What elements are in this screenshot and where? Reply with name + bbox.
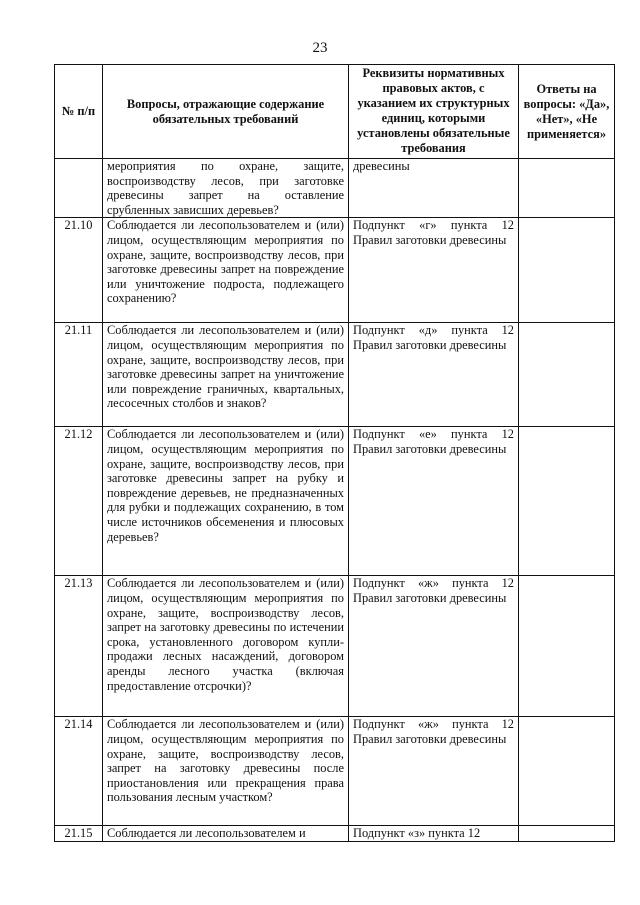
- table-row: [55, 323, 615, 427]
- row-basis: Подпункт «д» пункта 12 Правил заготовки древесины: [349, 323, 519, 427]
- row-number: 21.11: [55, 323, 103, 427]
- row-question: Соблюдается ли лесопользователем и (или) лицом, осуществляющим мероприятия по охране, защите, воспроизводству лесов, при заготовке древесины запрет на уничтожение или повреждение граничных, квартальных, лесосечных столбов и знаков?: [103, 323, 349, 427]
- header-question: Вопросы, отражающие содержание обязательных требований: [103, 65, 349, 159]
- row-basis: Подпункт «ж» пункта 12 Правил заготовки древесины: [349, 576, 519, 717]
- row-number: 21.14: [55, 717, 103, 826]
- row-number: 21.15: [55, 826, 103, 842]
- row-number: [55, 159, 103, 218]
- row-answer: [519, 576, 615, 717]
- row-basis: Подпункт «ж» пункта 12 Правил заготовки древесины: [349, 717, 519, 826]
- requirements-table: [54, 64, 615, 842]
- row-number: 21.13: [55, 576, 103, 717]
- table-header: [55, 65, 615, 159]
- row-question: Соблюдается ли лесопользователем и (или) лицом, осуществляющим мероприятия по охране, защите, воспроизводству лесов, при заготовке древесины запрет на повреждение или уничтожение подроста, подлежащего сохранению?: [103, 218, 349, 323]
- header-num: № п/п: [55, 65, 103, 159]
- table-row: [55, 427, 615, 576]
- row-answer: [519, 427, 615, 576]
- row-basis: Подпункт «з» пункта 12: [349, 826, 519, 842]
- row-answer: [519, 218, 615, 323]
- row-number: 21.10: [55, 218, 103, 323]
- row-answer: [519, 826, 615, 842]
- header-answer: Ответы на вопросы: «Да», «Нет», «Не применяется»: [519, 65, 615, 159]
- table-row: [55, 826, 615, 842]
- row-question: Соблюдается ли лесопользователем и (или) лицом, осуществляющим мероприятия по охране, защите, воспроизводству лесов, запрет на заготовку древесины по истечении срока, установленного договором купли-продажи лесных насаждений, договором аренды лесного участка (включая предоставление отсрочки)?: [103, 576, 349, 717]
- row-number: 21.12: [55, 427, 103, 576]
- table-row: [55, 159, 615, 218]
- row-basis: древесины: [349, 159, 519, 218]
- table-row: [55, 576, 615, 717]
- row-basis: Подпункт «г» пункта 12 Правил заготовки древесины: [349, 218, 519, 323]
- row-question: мероприятия по охране, защите, воспроизводству лесов, при заготовке древесины запрет на оставление срубленных зависших деревьев?: [103, 159, 349, 218]
- row-answer: [519, 717, 615, 826]
- row-answer: [519, 323, 615, 427]
- row-answer: [519, 159, 615, 218]
- row-question: Соблюдается ли лесопользователем и: [103, 826, 349, 842]
- table-row: [55, 717, 615, 826]
- header-basis: Реквизиты нормативных правовых актов, с указанием их структурных единиц, которыми установлены обязательные требования: [349, 65, 519, 159]
- row-question: Соблюдается ли лесопользователем и (или) лицом, осуществляющим мероприятия по охране, защите, воспроизводству лесов, запрет на заготовку древесины после приостановления или прекращения права пользования лесным участком?: [103, 717, 349, 826]
- row-question: Соблюдается ли лесопользователем и (или) лицом, осуществляющим мероприятия по охране, защите, воспроизводству лесов, при заготовке древесины запрет на рубку и повреждение деревьев, не предназначенных для рубки и подлежащих сохранению, в том числе источников обсеменения и плюсовых деревьев?: [103, 427, 349, 576]
- table-row: [55, 218, 615, 323]
- row-basis: Подпункт «е» пункта 12 Правил заготовки древесины: [349, 427, 519, 576]
- page-number: 23: [312, 40, 328, 56]
